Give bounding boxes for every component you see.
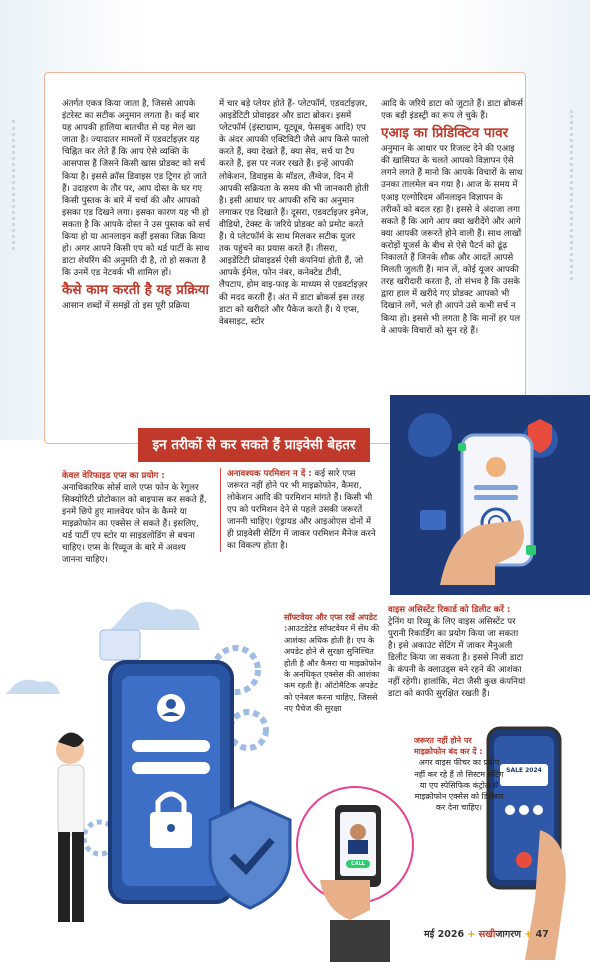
article-column-1	[62, 98, 210, 313]
tip-text: ट्रेनिंग या रिव्यू के लिए वाइस असिस्टेंट पर पुरानी रिकार्डिंग का प्रयोग किया जा सकता है। इसे अकाउंट सेटिंग में जाकर मैनुअली डिलीट किया जा सकता है। इससे निजी डाटा के कंपनी के क्लाउड्स बने रहने की आशंका नहीं रहेगी। हालांकि, मेटा जैसी कुछ कंपनियां डाटा को काफी सुरक्षित रखती हैं।	[388, 617, 526, 699]
sale-label: SALE 2024	[506, 767, 542, 774]
tip-text: अगर वाइस फीचर का प्रयोग नहीं कर रहे हैं तो सिस्टम सेटिंग या एप स्पेसिफिक कंट्रोल से माइक्रोफोन एक्सेस को डिसेबल कर देना चाहिए।	[414, 758, 504, 813]
tip-label: सॉफ्टवेयर और एप्स रखें अपडेट :	[284, 612, 378, 634]
article-column-2	[219, 98, 369, 328]
article-paragraph: में चार बड़े प्लेयर होते हैं- प्लेटफॉर्म, एडवर्टाइज़र, आइडेंटिटी प्रोवाइडर और डाटा ब्रोकर। इसमें प्लेटफॉर्म (इंस्टाग्राम, यूट्यूब, फेसबुक आदि) एप के अंदर आपकी एक्टिविटी जैसे आप किसे फालो करते हैं, क्या देखते हैं, क्या सेव, सर्च या टैप करते हैं, इस पर नजर रखते हैं। इन्हें आपकी लोकेशन, डिवाइस के मॉडल, लैंग्वेज, दिन में आपकी सक्रियता के समय की भी जानकारी होती है। इसी आधार पर आपकी रुचि का अनुमान लगाकर एड दिखाते हैं। दूसरा, एडवर्टाइज़र इमेज, वीडियो, टेक्स्ट के जरिये प्रोडक्ट को प्रमोट करते हैं। ये प्लेटफॉर्म के साथ मिलकर सटीक यूजर तक पहुंचने का प्रयास करते हैं। तीसरा, आइडेंटिटी प्रोवाइडर्स ऐसी कंपनियां होती हैं, जो आपके ईमेल, फोन नंबर, कनेक्टेड टीवी, लैपटाप, होम वाइ-फाइ के माध्यम से एडवर्टाइज़र की मदद करती हैं। अंत में डाटा ब्रोकर्स इस तरह डाटा को खरीदते और पैकेज करते हैं। ये एप्स, वेबसाइट, स्टोर	[219, 99, 369, 327]
footer-brand-2: जागरण	[495, 929, 521, 940]
tip-text: अनाधिकारिक सोर्स वाले एप्स फोन के रेगुलर सिक्योरिटी प्रोटोकाल को बाइपास कर सकते हैं, इनमें छिपे हुए मालवेयर फोन के कैमरे या माइक्रोफोन का एक्सेस ले सकते हैं। इसलिए, थर्ड पार्टी एप स्टोर या साइडलोडिंग से बचना चाहिए। एप्स के रिव्यूज के बारे में अवश्य जानना चाहिए।	[62, 483, 207, 565]
footer-plus: +	[467, 929, 476, 940]
footer-plus: +	[524, 929, 533, 940]
tip-delete-voice-records	[388, 604, 526, 700]
article-paragraph: अनुमान के आधार पर रिजल्ट देने की एआइ की खासियत के चलते आपको विज्ञापन ऐसे लगने लगते हैं मानो कि आपके विचारों के साथ उनका तालमेल बन गया है। आज के समय में एआइ एल्गोरिदम ऑनलाइन विज्ञापन के तरीकों को बदल रहा है। इससे वे अंदाजा लगा सकते हैं कि आगे आप क्या खरीदेंगे और आगे क्या आपकी जरूरतें होने वाली हैं। साथ लाखों करोड़ों यूजर्स के बीच से ऐसे पैटर्न को ढूंढ़ निकालते हैं जिनके शौक और आदतें आपसे मिलती जुलती हैं। मान लें, कोई यूजर आपकी तरह खरीदारी करता है, तो संभव है कि उसके द्वारा हाल में खरीदे गए प्रोडक्ट आपको भी दिखाने लगें, भले ही आपने उसे कभी सर्च न किया हो। इससे भी लगता है कि मानों हर पल वे आपके विचारों को सुन रहे हैं।	[381, 144, 523, 336]
article-column-3	[381, 98, 523, 337]
call-label: CALL	[351, 861, 365, 867]
banner-title: इन तरीकों से कर सकते हैं प्राइवेसी बेहतर	[138, 428, 370, 462]
page-number: 47	[535, 929, 549, 940]
article-paragraph: आसान शब्दों में समझें तो इस पूरी प्रक्रिया	[62, 301, 190, 312]
dotted-decoration-left	[12, 120, 45, 250]
dotted-decoration-right	[540, 110, 573, 280]
tip-label: जरूरत नहीं होने पर माइक्रोफोन बंद कर दें :	[414, 736, 483, 757]
tip-permissions	[220, 468, 379, 552]
tip-label: केवल वेरिफाइड एप्स का प्रयोग :	[62, 471, 165, 481]
tip-disable-microphone	[414, 735, 504, 813]
subheading-ai: एआइ का प्रिडिक्टिव पावर	[381, 125, 509, 142]
tip-verified-apps	[62, 470, 208, 566]
article-paragraph: अंतर्गत एकत्र किया जाता है, जिससे आपके इंटरेस्ट का सटीक अनुमान लगता है। कई बार यह आपकी हालिया बातचीत से यह मेल खा जाता है। ज्यादातर मामलों में एडवर्टाइज़र यह चिह्नित कर लेते हैं कि आप ऐसे व्यक्ति के आसपास हैं जिसने किसी खास प्रोडक्ट को सर्च किया है। इससे क्रॉस डिवाइस एड ट्रिगर हो जाते हैं। उदाहरण के तौर पर, आप दोस्त के घर गए किसी पुस्तक के बारे में चर्चा की और आपको इसका एड दिखने लगा। इसका कारण यह भी हो सकता है कि आपके दोस्त ने उस पुस्तक को सर्च किया हो या आनलाइन कहीं इसका जिक्र किया हो। अगर आपने किसी एप को थर्ड पार्टी के साथ डाटा शेयरिंग की अनुमति दी है, तो हो सकता है कि उनमें एड नेटवर्क भी शामिल हों।	[62, 99, 210, 279]
tip-text: आउटडेटेड सॉफ्टवेयर में सेंध की आशंका अधिक होती है। एप के अपडेट होने से सुरक्षा सुनिश्चित होती है और कैमरा या माइक्रोफोन के अनधिकृत एक्सेस की आशंका कम रहती है। ऑटोमैटिक अपडेट को एनेबल करना चाहिए, जिससे नए पैचेज की सुरक्षा	[284, 623, 382, 714]
tip-label: अनावश्यक परमिशन न दें :	[227, 469, 312, 479]
article-paragraph: आदि के जरिये डाटा को जुटाते हैं। डाटा ब्रोकर्स एक बड़ी इंडस्ट्री का रूप ले चुके हैं।	[381, 99, 523, 122]
footer-month: मई 2026	[424, 929, 465, 940]
tip-text: कई सारे एप्स जरूरत नहीं होने पर भी माइक्रोफोन, कैमरा, लोकेशन आदि की परमिशन मांगते हैं। किसी भी एप को परमिशन देने से पहले उसकी जरूरतें जाननी चाहिए। एंड्रायड और आइओएस दोनों में ही प्राइवेसी सेटिंग में जाकर परमिशन मैनेज करने का विकल्प होता है।	[227, 469, 376, 551]
page-footer	[424, 927, 549, 940]
phone-hand-illustration	[390, 395, 590, 595]
tip-update-software	[284, 612, 384, 715]
tip-label: वाइस असिस्टेंट रिकार्ड को डिलीट करें :	[388, 605, 511, 615]
footer-brand: सखी	[478, 929, 496, 940]
subheading-process: कैसे काम करती है यह प्रक्रिया	[62, 282, 210, 299]
